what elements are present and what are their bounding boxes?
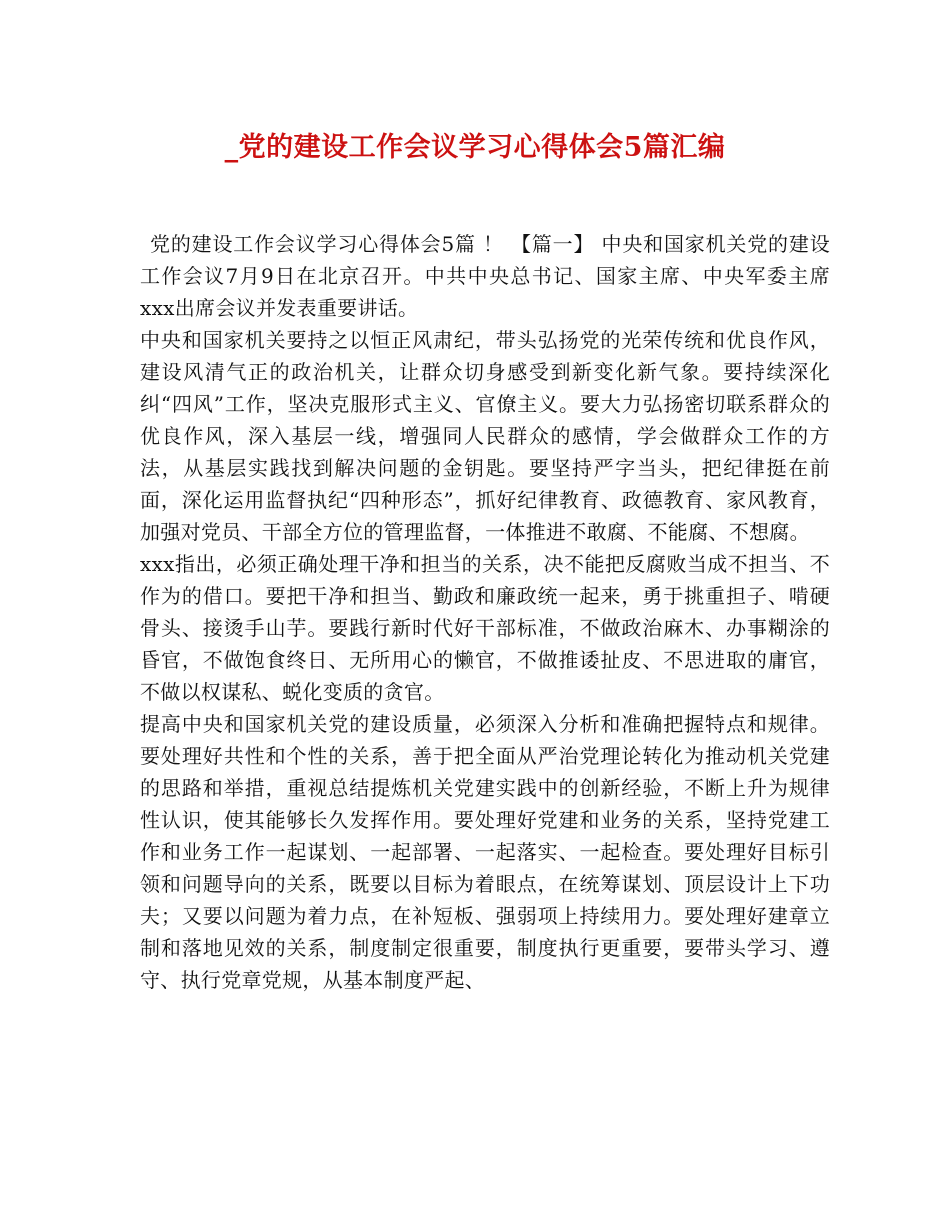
paragraph-2: 中央和国家机关要持之以恒正风肃纪，带头弘扬党的光荣传统和优良作风，建设风清气正的政治机关，让群众切身感受到新变化新气象。要持续深化纠“四风”工作，坚决克服形式主义、官僚主义。要大力弘扬密切联系群众的优良作风，深入基层一线，增强同人民群众的感情，学会做群众工作的方法，从基层实践找到解决问题的金钥匙。要坚持严字当头，把纪律挺在前面，深化运用监督执纪“四种形态”，抓好纪律教育、政德教育、家风教育，加强对党员、干部全方位的管理监督，一体推进不敢腐、不能腐、不想腐。	[140, 328, 830, 544]
document-title: _党的建设工作会议学习心得体会5篇汇编	[224, 132, 726, 163]
document-body	[140, 228, 830, 996]
paragraph-1: 党的建设工作会议学习心得体会5篇 ！ 【篇一】 中央和国家机关党的建设工作会议7月9日在北京召开。中共中央总书记、国家主席、中央军委主席xxx出席会议并发表重要讲话。	[140, 232, 830, 320]
paragraph-3: xxx指出，必须正确处理干净和担当的关系，决不能把反腐败当成不担当、不作为的借口。要把干净和担当、勤政和廉政统一起来，勇于挑重担子、啃硬骨头、接烫手山芋。要践行新时代好干部标准，不做政治麻木、办事糊涂的昏官，不做饱食终日、无所用心的懒官，不做推诿扯皮、不思进取的庸官，不做以权谋私、蜕化变质的贪官。	[140, 552, 830, 704]
paragraph-4: 提高中央和国家机关党的建设质量，必须深入分析和准确把握特点和规律。要处理好共性和个性的关系，善于把全面从严治党理论转化为推动机关党建的思路和举措，重视总结提炼机关党建实践中的创新经验，不断上升为规律性认识，使其能够长久发挥作用。要处理好党建和业务的关系，坚持党建工作和业务工作一起谋划、一起部署、一起落实、一起检查。要处理好目标引领和问题导向的关系，既要以目标为着眼点，在统筹谋划、顶层设计上下功夫；又要以问题为着力点，在补短板、强弱项上持续用力。要处理好建章立制和落地见效的关系，制度制定很重要，制度执行更重要，要带头学习、遵守、执行党章党规，从基本制度严起、	[140, 712, 830, 992]
